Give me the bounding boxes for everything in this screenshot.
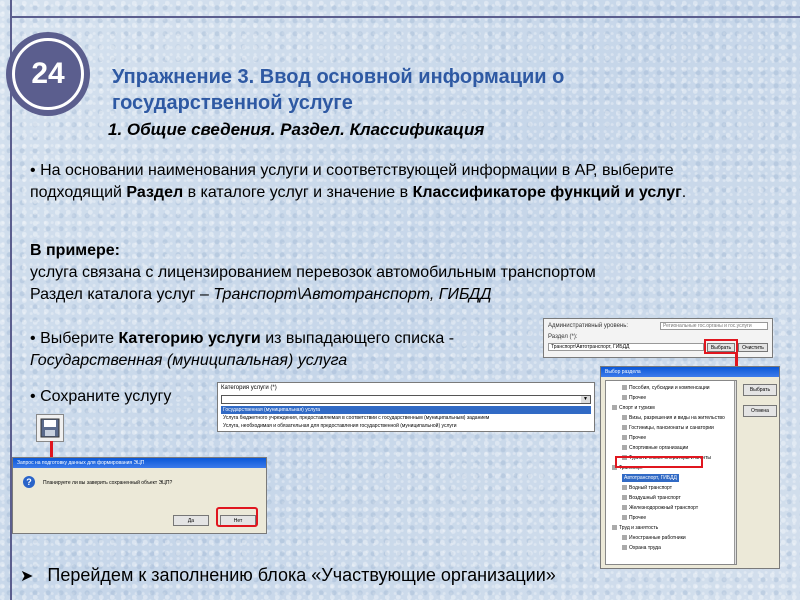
chevron-down-icon[interactable]: ▼ [581, 396, 590, 403]
bullet-icon: • [30, 330, 36, 347]
folder-icon [622, 435, 627, 440]
folder-icon [622, 515, 627, 520]
folder-icon [622, 385, 627, 390]
tree-item[interactable]: Визы, разрешения и виды на жительство [622, 414, 725, 422]
top-border-line [10, 16, 800, 18]
section-field[interactable]: Транспорт\Автотранспорт, ГИБДД [548, 343, 704, 351]
folder-icon [612, 405, 617, 410]
section-label: Раздел (*): [548, 334, 578, 340]
tree-scrollbar[interactable] [734, 381, 737, 565]
folder-icon [622, 505, 627, 510]
tree-item[interactable]: Иностранные работники [622, 534, 686, 542]
clear-section-button[interactable]: Очистить [738, 343, 768, 352]
bullet-icon: • [30, 388, 36, 405]
instruction-paragraph-4: • Сохраните услугу [30, 388, 172, 405]
category-select[interactable] [221, 395, 591, 404]
no-button[interactable]: Нет [220, 515, 256, 526]
save-button[interactable] [36, 414, 64, 442]
tree-item[interactable]: Водный транспорт [622, 484, 672, 492]
arrow-right-icon: ➤ [20, 568, 34, 585]
tree-item[interactable]: Прочее [622, 434, 646, 442]
admin-level-field[interactable]: Региональные гос.органы и гос.услуги [660, 322, 768, 330]
tree-item[interactable]: Гостиницы, пансионаты и санатории [622, 424, 714, 432]
admin-level-panel [543, 318, 773, 358]
tree-item[interactable]: Труд и занятость [612, 524, 658, 532]
picker-select-button[interactable]: Выбрать [743, 384, 777, 396]
example-section: Транспорт\Автотранспорт, ГИБДД [213, 286, 492, 303]
tree-item[interactable]: Железнодорожный транспорт [622, 504, 698, 512]
picker-titlebar: Выбор раздела [601, 367, 779, 377]
tree-item-selected[interactable]: Автотранспорт, ГИБДД [624, 475, 677, 481]
bullet-icon: • [30, 162, 36, 179]
picker-cancel-button[interactable]: Отмена [743, 405, 777, 417]
slide-title: Упражнение 3. Ввод основной информации о государственной услуге [112, 66, 565, 114]
floppy-disk-icon [40, 418, 60, 438]
folder-icon [622, 445, 627, 450]
folder-icon [622, 495, 627, 500]
category-option[interactable]: Услуга, необходимая и обязательная для предоставления государственной (муниципальной) услуги [223, 423, 457, 429]
admin-level-label: Административный уровень: [548, 323, 629, 329]
category-option[interactable]: Услуга бюджетного учреждения, предоставляемая в соответствии с государственным (муниципальным) заданием [223, 415, 490, 421]
category-option[interactable]: Государственная (муниципальная) услуга [221, 406, 591, 414]
folder-icon [622, 395, 627, 400]
tree-item[interactable]: Транспорт [612, 464, 643, 472]
example-line-1: услуга связана с лицензированием перевозок автомобильным транспортом [30, 264, 596, 281]
tree-item[interactable]: Охрана труда [622, 544, 661, 552]
folder-icon [622, 425, 627, 430]
service-category-panel [217, 382, 595, 432]
yes-button[interactable]: Да [173, 515, 209, 526]
question-icon: ? [23, 476, 35, 488]
example-paragraph: В примере: услуга связана с лицензированием перевозок автомобильным транспортом Раздел каталога услуг – Транспорт\Автотранспорт, ГИБДД [30, 242, 596, 303]
highlight-no-button [216, 507, 258, 527]
select-section-button[interactable]: Выбрать [707, 343, 735, 352]
instruction-paragraph-3: • Выберите Категорию услуги из выпадающего списка - Государственная (муниципальная) услуга [30, 330, 455, 369]
category-label: Категория услуги (*) [221, 385, 277, 391]
slide-number-badge [6, 32, 90, 116]
tree-item[interactable]: Воздушный транспорт [622, 494, 681, 502]
tree-item[interactable]: Прочее [622, 394, 646, 402]
next-step-text: ➤ Перейдем к заполнению блока «Участвующие организации» [20, 565, 556, 585]
folder-icon [622, 415, 627, 420]
highlight-select-button [704, 339, 738, 354]
dialog-titlebar: Запрос на подготовку данных для формирования ЭЦП [13, 458, 266, 468]
tree-item[interactable]: Спорт и туризм [612, 404, 655, 412]
dialog-question: Планируете ли вы заверить сохраненный объект ЭЦП? [43, 480, 173, 486]
tree-item[interactable]: Прочее [622, 514, 646, 522]
highlight-selected-section [615, 456, 703, 468]
folder-icon [612, 525, 617, 530]
slide-subtitle: 1. Общие сведения. Раздел. Классификация [108, 120, 485, 139]
tree-item[interactable]: Туристические операторы и агенты [622, 454, 711, 462]
instruction-paragraph-1: • На основании наименования услуги и соответствующей информации в АР, выберите подходящий Раздел в каталоге услуг и значение в Классификаторе функций и услуг. [30, 162, 687, 201]
tree-item[interactable]: Спортивные организации [622, 444, 688, 452]
folder-icon [622, 485, 627, 490]
folder-icon [622, 535, 627, 540]
section-tree [605, 380, 737, 565]
folder-icon [622, 545, 627, 550]
slide-number: 24 [12, 38, 84, 110]
tree-item[interactable]: Пособия, субсидии и компенсации [622, 384, 710, 392]
example-heading: В примере: [30, 242, 121, 259]
